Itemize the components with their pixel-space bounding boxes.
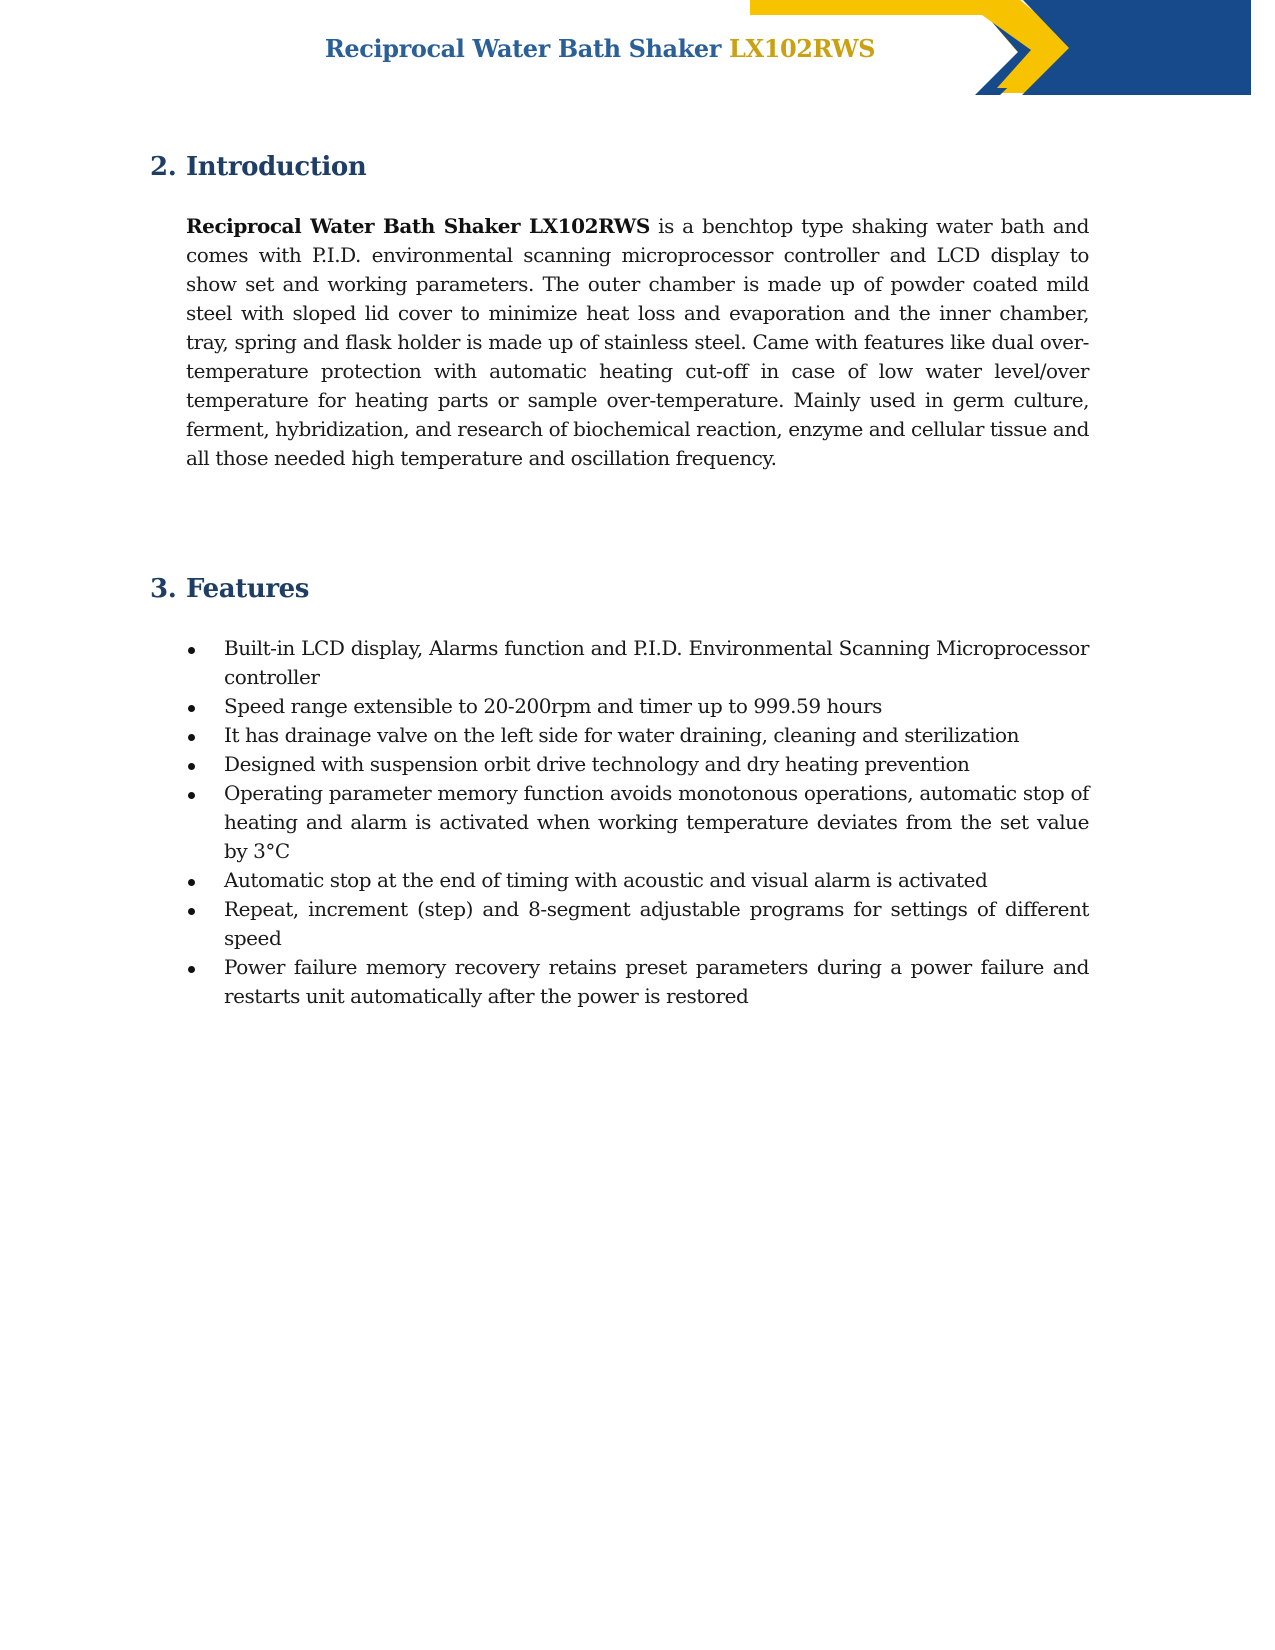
introduction-section <box>150 152 1089 473</box>
features-section <box>150 574 1089 1011</box>
banner-yellow-band <box>750 0 1020 15</box>
features-list <box>186 634 1089 1011</box>
bullet-icon <box>188 966 195 973</box>
feature-item <box>186 895 1089 953</box>
feature-item <box>186 779 1089 866</box>
features-heading <box>150 574 1089 604</box>
feature-item <box>186 866 1089 895</box>
feature-item <box>186 634 1089 692</box>
feature-item-text: It has drainage valve on the left side for water draining, cleaning and sterilization <box>224 723 1020 747</box>
feature-item-text: Operating parameter memory function avoids monotonous operations, automatic stop of heating and alarm is activated when working temperature deviates from the set value by 3°C <box>224 781 1089 863</box>
bullet-icon <box>188 647 195 654</box>
bullet-icon <box>188 879 195 886</box>
features-heading-text: Features <box>186 574 310 604</box>
introduction-number: 2. <box>150 152 177 182</box>
feature-item-text: Speed range extensible to 20-200rpm and timer up to 999.59 hours <box>224 694 882 718</box>
introduction-lead-bold: Reciprocal Water Bath Shaker LX102RWS <box>186 214 650 238</box>
feature-item-text: Built-in LCD display, Alarms function and P.I.D. Environmental Scanning Microprocessor controller <box>224 636 1089 689</box>
introduction-body: is a benchtop type shaking water bath and comes with P.I.D. environmental scanning microprocessor controller and LCD display to show set and working parameters. The outer chamber is made up of powder coated mild steel with sloped lid cover to minimize heat loss and evaporation and the inner chamber, tray, spring and flask holder is made up of stainless steel. Came with features like dual over-temperature protection with automatic heating cut-off in case of low water level/over temperature for heating parts or sample over-temperature. Mainly used in germ culture, ferment, hybridization, and research of biochemical reaction, enzyme and cellular tissue and all those needed high temperature and oscillation frequency. <box>186 214 1089 470</box>
feature-item <box>186 750 1089 779</box>
feature-item-text: Repeat, increment (step) and 8-segment adjustable programs for settings of different speed <box>224 897 1089 950</box>
header-title-main: Reciprocal Water Bath Shaker <box>324 34 730 63</box>
feature-item <box>186 953 1089 1011</box>
feature-item-text: Automatic stop at the end of timing with acoustic and visual alarm is activated <box>224 868 988 892</box>
bullet-icon <box>188 734 195 741</box>
bullet-icon <box>188 705 195 712</box>
header-title-model: LX102RWS <box>729 34 876 63</box>
bullet-icon <box>188 908 195 915</box>
header-chevron-banner <box>750 0 1275 100</box>
feature-item-text: Power failure memory recovery retains preset parameters during a power failure and restarts unit automatically after the power is restored <box>224 955 1089 1008</box>
feature-item <box>186 721 1089 750</box>
introduction-paragraph <box>186 212 1089 473</box>
features-number: 3. <box>150 574 177 604</box>
feature-item-text: Designed with suspension orbit drive technology and dry heating prevention <box>224 752 970 776</box>
bullet-icon <box>188 763 195 770</box>
introduction-heading <box>150 152 1089 182</box>
bullet-icon <box>188 792 195 799</box>
feature-item <box>186 692 1089 721</box>
introduction-heading-text: Introduction <box>186 152 367 182</box>
